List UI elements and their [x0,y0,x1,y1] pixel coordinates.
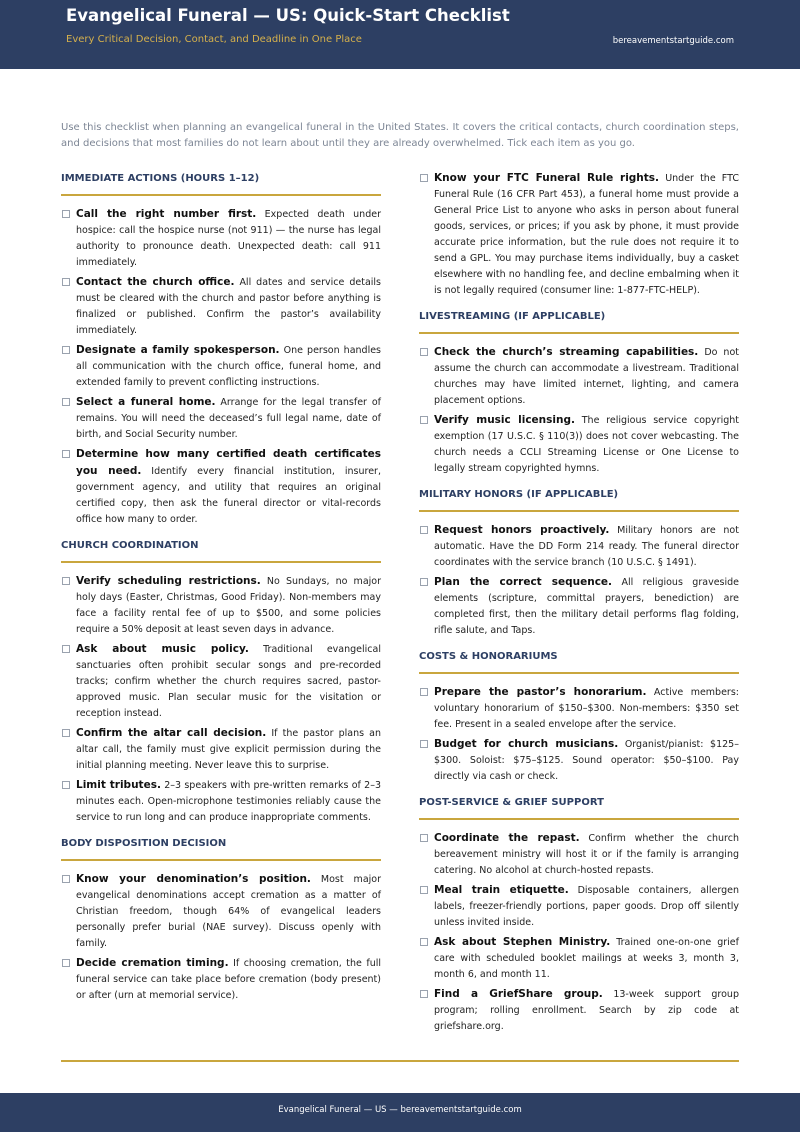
checklist-item [61,446,381,528]
checklist-item-description: All dates and service details must be cleared with the church and pastor before anything is finalized or published. Confirm the pastor’s availability immediately. [76,277,381,336]
section-title: LIVESTREAMING (IF APPLICABLE) [419,311,606,322]
checklist-section-body-disposition-decision [61,835,381,1004]
checkbox[interactable] [420,578,428,586]
checklist-item-description: One person handles all communication with the church office, funeral home, and extended family to prevent conflicting instructions. [76,345,381,388]
checklist-item [419,344,739,409]
checklist-item-title: Know your FTC Funeral Rule rights. [434,172,660,184]
checklist-item [61,641,381,722]
checklist-item-description: No Sundays, no major holy days (Easter, Christmas, Good Friday). Non-members may face a facility rental fee of up to $500, and some policies require a 50% deposit at least seven days in advance. [76,576,381,635]
checklist-item [61,394,381,443]
checklist-item-title: Ask about music policy. [76,643,249,655]
section-divider [419,510,739,512]
header-url: bereavementstartguide.com [612,36,734,46]
checkbox[interactable] [420,886,428,894]
checklist-item-title: Plan the correct sequence. [434,576,613,588]
section-title: COSTS & HONORARIUMS [419,651,558,662]
checklist-item-description: Identify every financial institution, insurer, government agency, and utility that requires an original certified copy, then ask the funeral director or vital-records office how many to order. [76,466,381,525]
checklist-item [419,522,739,571]
checklist-item-title: Verify music licensing. [434,414,575,426]
footer-divider [61,1060,739,1062]
checklist-item-description: Disposable containers, allergen labels, freezer-friendly portions, paper goods. Drop off silently unless invited inside. [434,885,739,928]
checklist-item [61,573,381,638]
checklist-section-post-service-grief-support [419,794,739,1035]
section-title: CHURCH COORDINATION [61,540,199,551]
checklist-item [61,342,381,391]
checkbox[interactable] [62,210,70,218]
section-title: BODY DISPOSITION DECISION [61,838,227,849]
checklist-item-description: Do not assume the church can accommodate a livestream. Traditional churches may have limited internet, lighting, and camera placement options. [434,347,739,406]
checklist-item [61,725,381,774]
checklist-item-description: Most major evangelical denominations accept cremation as a matter of Christian freedom, though 64% of evangelical leaders personally prefer burial (NAE survey). Discuss openly with family. [76,874,381,949]
checklist-item-title: Confirm the altar call decision. [76,727,267,739]
checkbox[interactable] [420,348,428,356]
checklist-section-continued [419,170,739,299]
checkbox[interactable] [62,450,70,458]
section-title: MILITARY HONORS (IF APPLICABLE) [419,489,619,500]
checkbox[interactable] [420,740,428,748]
checklist-section-immediate-actions-hours-1-12 [61,170,381,528]
checklist-item [61,777,381,826]
checklist-item-title: Know your denomination’s position. [76,873,311,885]
checklist-item [419,882,739,931]
checklist-item-description: If the pastor plans an altar call, the family must give explicit permission during the initial planning meeting. Never leave this to surprise. [76,728,381,771]
checklist-item-title: Determine how many certified death certificates you need. [76,448,381,477]
checklist-item-title: Ask about Stephen Ministry. [434,936,611,948]
checklist-item [61,206,381,271]
checklist-section-costs-honorariums [419,648,739,785]
checklist-item-description: Traditional evangelical sanctuaries often prohibit secular songs and pre-recorded tracks; confirm whether the church requires sacred, pastor-approved music. Plan secular music for the visitation or reception instead. [76,644,381,719]
checklist-section-military-honors-if-applicable [419,486,739,639]
checklist-item [419,830,739,879]
checklist-item-description: 2–3 speakers with pre-written remarks of 2–3 minutes each. Open-microphone testimonies reliably cause the service to run long and can produce inappropriate comments. [76,780,381,823]
left-column [61,170,381,1007]
checkbox[interactable] [62,729,70,737]
section-divider [61,194,381,196]
checklist-item-title: Find a GriefShare group. [434,988,603,1000]
checklist-item-title: Limit tributes. [76,779,161,791]
checklist-item-title: Prepare the pastor’s honorarium. [434,686,647,698]
section-divider [419,818,739,820]
checklist-item-description: If choosing cremation, the full funeral service can take place before cremation (body present) or after (urn at memorial service). [76,958,381,1001]
checklist-item-description: The religious service copyright exemption (17 U.S.C. § 110(3)) does not cover webcasting. The church needs a CCLI Streaming License or One License to legally stream copyrighted hymns. [434,415,739,474]
section-title: POST-SERVICE & GRIEF SUPPORT [419,797,604,808]
checkbox[interactable] [420,526,428,534]
checklist-item-title: Budget for church musicians. [434,738,619,750]
checklist-item-title: Check the church’s streaming capabilities. [434,346,699,358]
section-divider [61,859,381,861]
checkbox[interactable] [62,398,70,406]
checklist-item [61,871,381,952]
checklist-item-description: Arrange for the legal transfer of remains. You will need the deceased’s full legal name, date of birth, and Social Security number. [76,397,381,440]
checklist-item-description: Active members: voluntary honorarium of $150–$300. Non-members: $350 set fee. Present in a sealed envelope after the service. [434,687,739,730]
checkbox[interactable] [62,645,70,653]
section-title: IMMEDIATE ACTIONS (HOURS 1–12) [61,173,260,184]
page-header [0,0,800,69]
checklist-item-title: Coordinate the repast. [434,832,580,844]
checklist-item-description: 13-week support group program; rolling enrollment. Search by zip code at griefshare.org. [434,989,739,1032]
checklist-item-description: Expected death under hospice: call the hospice nurse (not 911) — the nurse has legal authority to pronounce death. Unexpected death: call 911 immediately. [76,209,381,268]
checklist-item [419,986,739,1035]
checklist-item-description: Confirm whether the church bereavement ministry will host it or if the family is arranging catering. No alcohol at church-hosted repasts. [434,833,739,876]
section-divider [419,672,739,674]
checkbox[interactable] [62,959,70,967]
checkbox[interactable] [62,781,70,789]
checkbox[interactable] [420,990,428,998]
checklist-section-livestreaming-if-applicable [419,308,739,477]
checklist-item [419,736,739,785]
checklist-item [61,274,381,339]
checklist-item-description: Under the FTC Funeral Rule (16 CFR Part 453), a funeral home must provide a General Price List to anyone who asks in person about funeral goods, services, or prices; if you ask by phone, it must provide accurate price information, but the rule does not require it to send a GPL. You may purchase items individually, buy a casket elsewhere with no handling fee, and decline embalming when it is not legally required (consumer line: 1-877-FTC-HELP). [434,173,739,296]
checkbox[interactable] [62,278,70,286]
checklist-item-title: Verify scheduling restrictions. [76,575,261,587]
checklist-item-description: All religious graveside elements (scripture, committal prayers, benediction) are completed first, then the military detail performs flag folding, rifle salute, and Taps. [434,577,739,636]
checklist-item-description: Military honors are not automatic. Have the DD Form 214 ready. The funeral director coordinates with the service branch (10 U.S.C. § 1491). [434,525,739,568]
checklist-item-description: Trained one-on-one grief care with scheduled booklet mailings at weeks 3, month 3, month 6, and month 11. [434,937,739,980]
checklist-section-church-coordination [61,537,381,826]
checklist-item-title: Call the right number first. [76,208,257,220]
checklist-item [419,574,739,639]
intro-paragraph: Use this checklist when planning an evangelical funeral in the United States. It covers the critical contacts, church coordination steps, and decisions that most families do not learn about until they are already overwhelmed. Tick each item as you go. [61,122,739,149]
checkbox[interactable] [420,688,428,696]
page-title: Evangelical Funeral — US: Quick-Start Checklist [66,6,510,25]
checklist-item-title: Meal train etiquette. [434,884,569,896]
checklist-item-title: Request honors proactively. [434,524,610,536]
page-footer [0,1093,800,1132]
checkbox[interactable] [62,346,70,354]
right-column [419,170,739,1038]
checklist-item-title: Contact the church office. [76,276,235,288]
checklist-item [419,934,739,983]
checklist-item-title: Decide cremation timing. [76,957,229,969]
checklist-item [419,170,739,299]
checkbox[interactable] [420,174,428,182]
checkbox[interactable] [62,875,70,883]
checkbox[interactable] [420,416,428,424]
checkbox[interactable] [420,938,428,946]
checkbox[interactable] [420,834,428,842]
checklist-item [419,412,739,477]
footer-text: Evangelical Funeral — US — bereavementstartguide.com [278,1105,522,1115]
checklist-item-title: Select a funeral home. [76,396,216,408]
checklist-item-description: Organist/pianist: $125–$300. Soloist: $75–$125. Sound operator: $50–$100. Pay directly via cash or check. [434,739,739,782]
section-divider [61,561,381,563]
checklist-item [61,955,381,1004]
checklist-item-title: Designate a family spokesperson. [76,344,280,356]
checklist-item [419,684,739,733]
section-divider [419,332,739,334]
page-subtitle: Every Critical Decision, Contact, and Deadline in One Place [66,34,362,45]
checkbox[interactable] [62,577,70,585]
